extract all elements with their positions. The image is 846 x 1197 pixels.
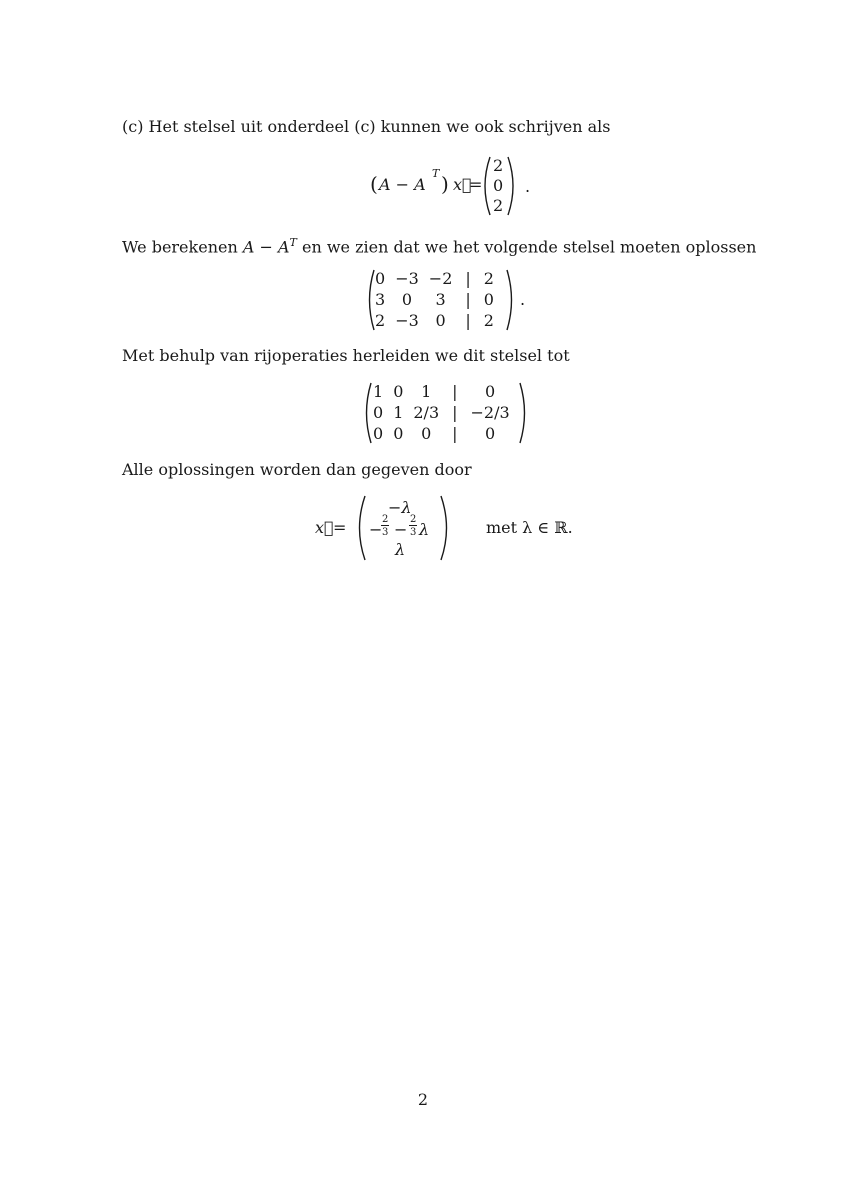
matrix-cell: −3 <box>395 311 419 330</box>
fraction-numerator: 2 <box>410 514 417 525</box>
matrix-cell: 0 <box>421 424 432 443</box>
matrix-cell: 0 <box>393 424 404 443</box>
matrix-cell: 3 <box>435 290 446 309</box>
matrix-cell: 0 <box>483 290 494 309</box>
fraction-numerator: 2 <box>382 514 389 525</box>
period: . <box>525 177 531 196</box>
matrix-separator: | <box>452 382 458 401</box>
solution-row-3: λ <box>395 540 406 559</box>
matrix-table <box>370 268 499 331</box>
paragraph-compute <box>122 234 756 256</box>
matrix-cell: 0 <box>401 290 413 309</box>
transpose-superscript: T <box>289 236 297 249</box>
matrix-cell: 0 <box>375 269 386 288</box>
paragraph-row-operations: Met behulp van rijoperaties herleiden we dit stelsel tot <box>122 346 570 365</box>
vector-x: x⃗ <box>315 518 334 537</box>
matrix-expression: A − A <box>379 175 426 194</box>
fraction-denominator: 3 <box>410 527 417 538</box>
matrix-cell: 0 <box>393 382 404 401</box>
open-paren: ( <box>370 172 378 196</box>
matrix-expression: A − A <box>242 237 290 257</box>
matrix-cell: 1 <box>373 382 384 401</box>
solution-row-1: −λ <box>388 498 412 517</box>
matrix-cell: −3 <box>395 269 419 288</box>
matrix-separator: | <box>465 269 471 288</box>
matrix-cell: 2 <box>483 311 494 330</box>
matrix-cell: 1 <box>421 382 432 401</box>
matrix-cell: 2 <box>375 311 386 330</box>
matrix-separator: | <box>465 290 471 309</box>
matrix-cell: 2 <box>483 269 494 288</box>
matrix-separator: | <box>452 403 458 422</box>
matrix-row <box>368 423 515 444</box>
matrix-row <box>370 268 499 289</box>
text-segment: en we zien dat we het volgende stelsel moeten oplossen <box>301 237 757 257</box>
solution-equation <box>315 494 575 562</box>
fraction-denominator: 3 <box>382 527 389 538</box>
matrix-cell: 0 <box>435 311 446 330</box>
page-number: 2 <box>417 1090 429 1109</box>
vector-x: x⃗ <box>453 175 472 194</box>
matrix-cell: −2 <box>428 269 453 288</box>
vector-entry: 2 <box>493 156 504 175</box>
minus-sign: − <box>369 520 383 539</box>
matrix-cell: 1 <box>393 403 404 422</box>
solution-condition: met λ ∈ ℝ. <box>486 518 573 537</box>
matrix-cell: 0 <box>373 403 384 422</box>
matrix-table <box>368 381 515 444</box>
paragraph-intro: (c) Het stelsel uit onderdeel (c) kunnen we ook schrijven als <box>122 117 611 136</box>
fraction-bar <box>409 525 417 526</box>
matrix-cell: 2/3 <box>413 403 440 422</box>
equals-sign: = <box>333 518 347 537</box>
matrix-separator: | <box>452 424 458 443</box>
vector-entry: 2 <box>493 196 504 215</box>
matrix-cell: 3 <box>375 290 386 309</box>
matrix-row <box>370 310 499 331</box>
fraction-bar <box>381 525 389 526</box>
matrix-cell: 0 <box>373 424 384 443</box>
close-paren: ) <box>441 172 449 196</box>
lambda: λ <box>419 520 430 539</box>
matrix-cell: 0 <box>485 382 496 401</box>
matrix-row <box>368 402 515 423</box>
minus-sign: − <box>394 520 408 539</box>
transpose-superscript: T <box>432 167 440 180</box>
matrix-cell: −2/3 <box>470 403 510 422</box>
text-segment: We berekenen <box>122 237 238 257</box>
period: . <box>520 290 526 309</box>
equals-sign: = <box>469 175 483 194</box>
matrix-cell: 0 <box>485 424 496 443</box>
matrix-row <box>368 381 515 402</box>
matrix-row <box>370 289 499 310</box>
paragraph-solutions: Alle oplossingen worden dan gegeven door <box>122 460 472 479</box>
vector-entry: 0 <box>493 176 504 195</box>
matrix-separator: | <box>465 311 471 330</box>
